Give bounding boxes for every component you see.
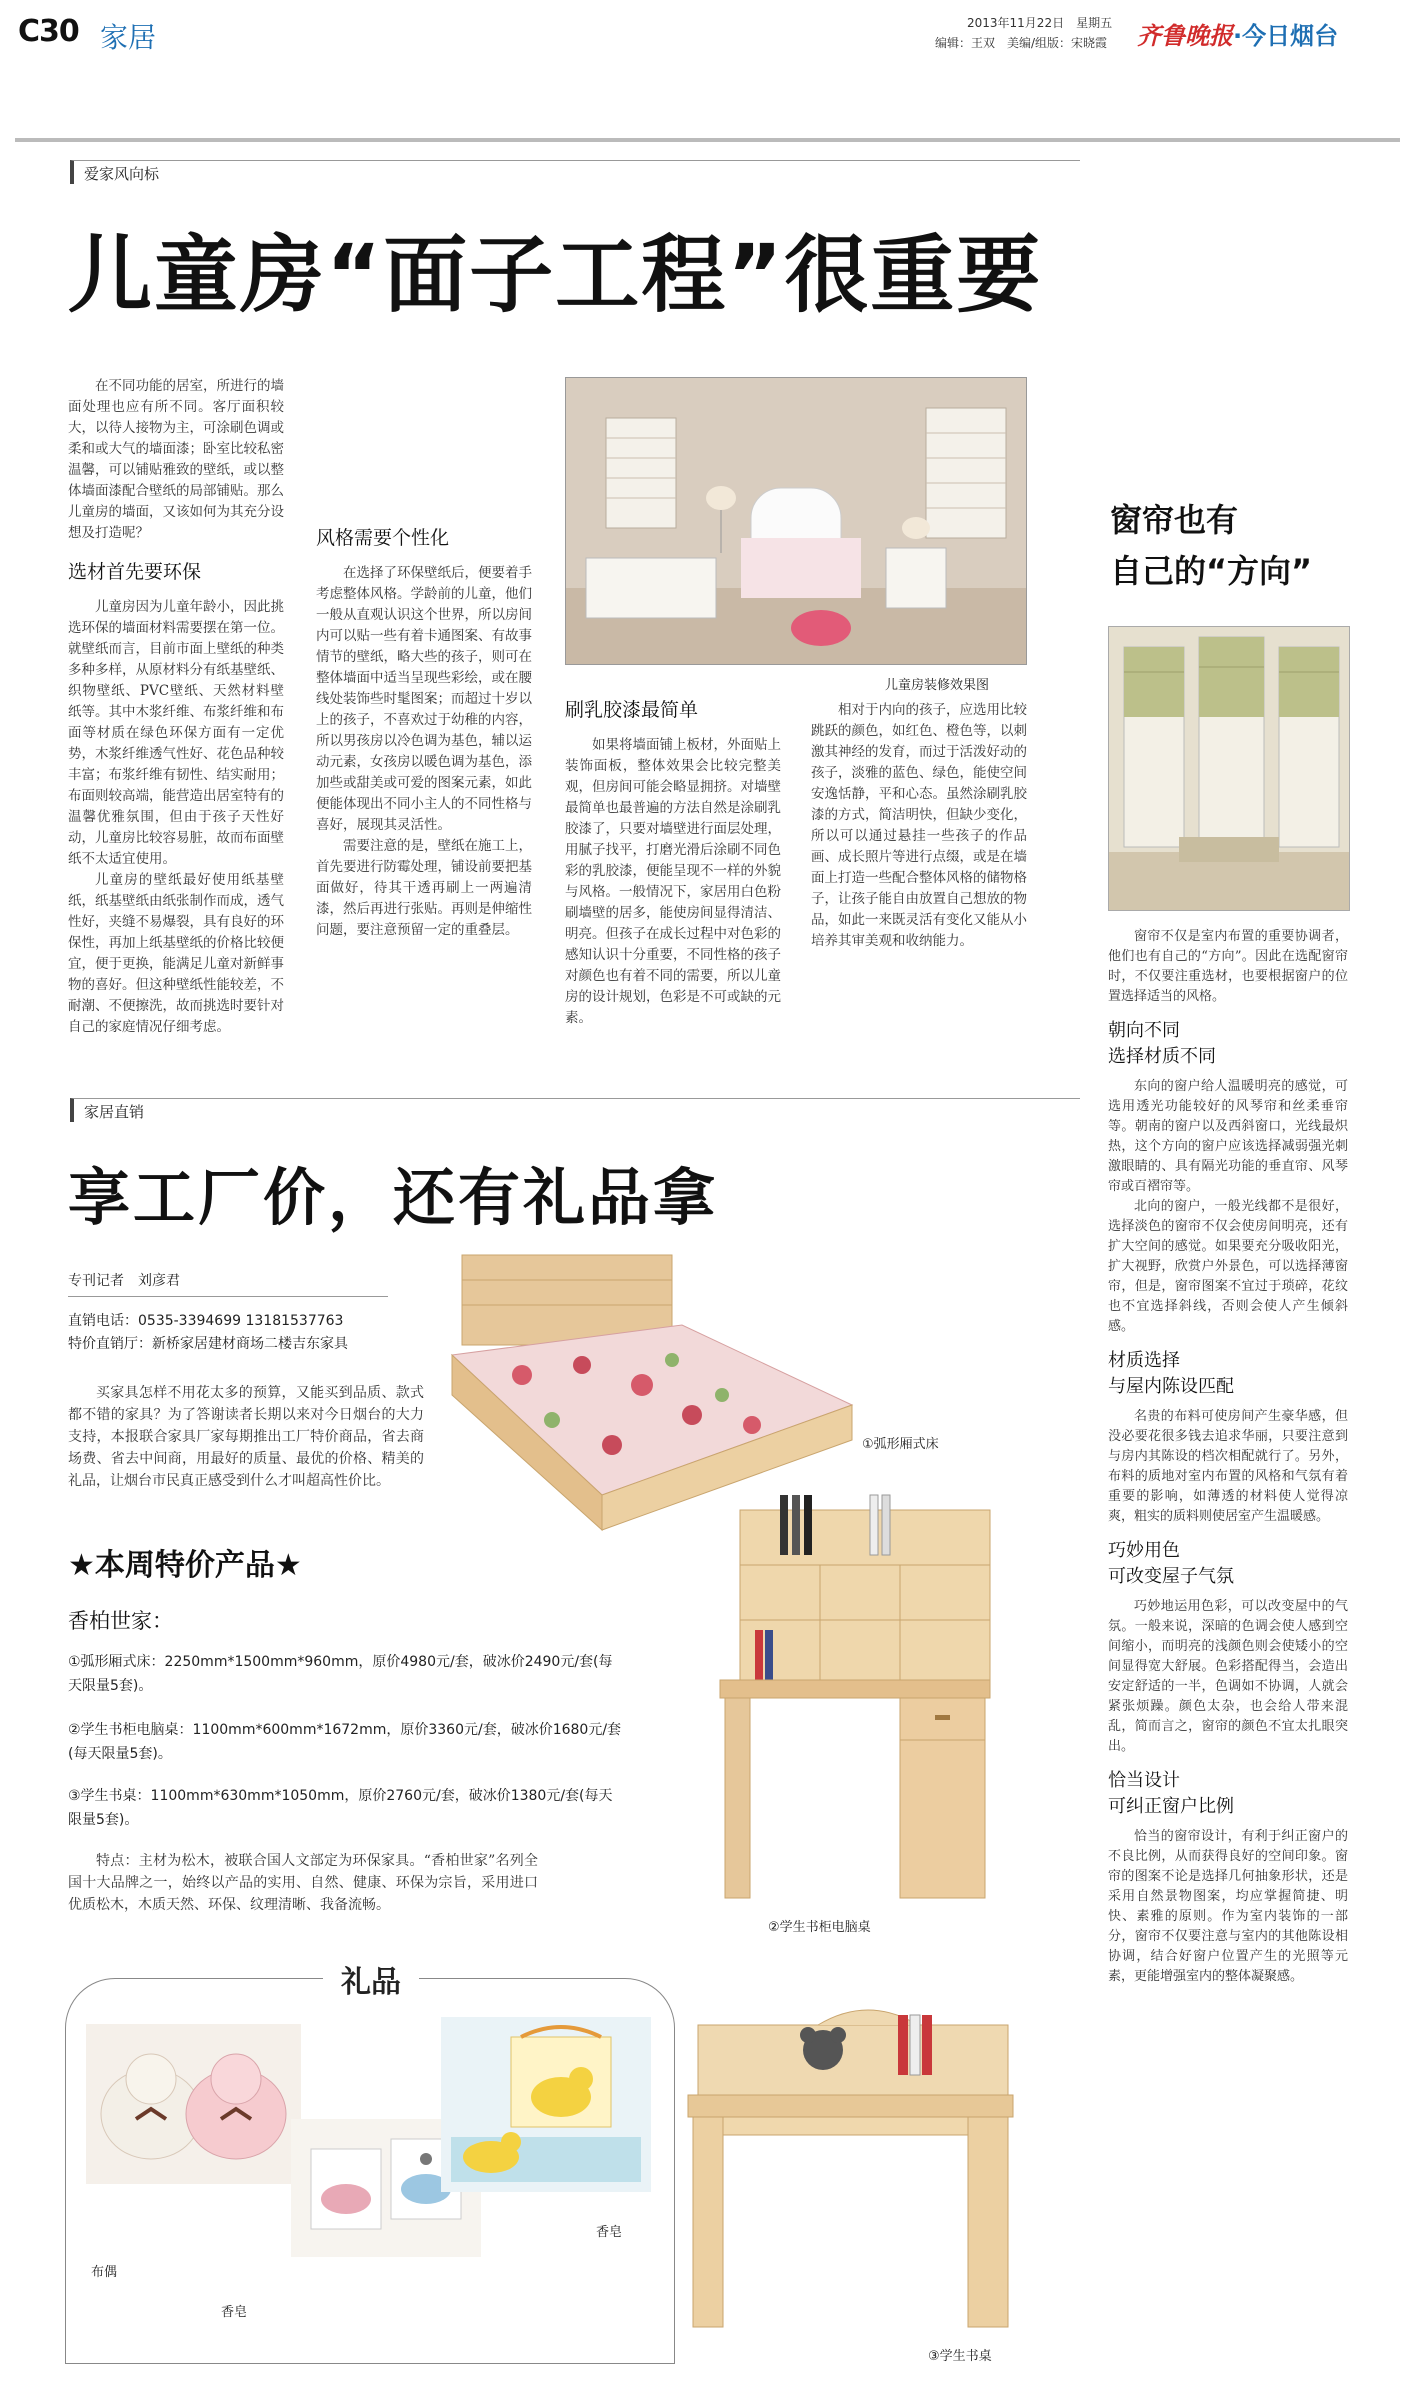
store-line: 特价直销厅：新桥家居建材商场二楼吉东家具 — [68, 1336, 348, 1352]
column-tag: 爱家风向标 — [70, 160, 1080, 184]
subheading-a: 朝向不同 — [1108, 1020, 1180, 1041]
kids-room-photo — [565, 377, 1027, 665]
subheading-b: 可改变屋子气氛 — [1108, 1566, 1234, 1587]
article-column-2 — [316, 376, 532, 941]
curtain-headline-2: 自己的“方向” — [1110, 552, 1313, 590]
doll-photo — [86, 2024, 301, 2184]
product-caption-1: ①弧形厢式床 — [862, 1437, 939, 1452]
article-column-4 — [811, 700, 1027, 952]
curtain-photo — [1108, 626, 1350, 911]
gift-label-soap-1: 香皂 — [221, 2305, 248, 2320]
section-name: 家居 — [100, 21, 157, 54]
student-desk-photo — [678, 1995, 1020, 2340]
body-paragraph: 儿童房因为儿童年龄小，因此挑选环保的墙面材料需要摆在第一位。就壁纸而言，目前市面上壁纸的种类多种多样，从原材料分有纸基壁纸、织物壁纸、PVC壁纸、天然材料壁纸等。其中木浆纤维、布浆纤维和布面等材质在绿色环保方面有一定优势，木浆纤维透气性好、花色品种较丰富；布浆纤维有韧性、结实耐用；布面则较高端，能营造出居室特有的温馨优雅氛围，但由于孩子天性好动，儿童房比较容易脏，故而布面壁纸不太适宜使用。 — [68, 599, 284, 867]
gift-title: 礼品 — [66, 1957, 676, 2001]
body-paragraph: 北向的窗户，一般光线都不是很好，选择淡色的窗帘不仅会使房间明亮，还有扩大空间的感觉。如果要充分吸收阳光，扩大视野，欣赏户外景色，可以选择薄窗帘，但是，窗帘图案不宜过于琐碎，花纹也不宜选择斜线，否则会使人产生倾斜感。 — [1108, 1199, 1348, 1334]
subheading-a: 巧妙用色 — [1108, 1540, 1180, 1561]
subheading-a: 恰当设计 — [1108, 1770, 1180, 1791]
page-number: C30 — [18, 14, 79, 49]
editors-line: 编辑：王双 美编/组版：宋晓霞 — [935, 36, 1108, 50]
date-line: 2013年11月22日 星期五 — [967, 16, 1113, 30]
masthead-logo — [1137, 16, 1338, 51]
article-column-1 — [68, 376, 284, 1038]
body-paragraph: 如果将墙面铺上板材，外面贴上装饰面板，整体效果会比较完整美观，但房间可能会略显拥挤。对墙壁最简单也最普遍的方法自然是涂刷乳胶漆了，只要对墙壁进行面层处理，用腻子找平，打磨光滑后涂刷不同色彩的乳胶漆，便能呈现不一样的外貌与风格。一般情况下，家居用白色粉刷墙壁的居多，能使房间显得清洁、明亮。但孩子在成长过程中对色彩的感知认识十分重要，不同性格的孩子对颜色也有着不同的需要，所以儿童房的设计规划，色彩是不可或缺的元素。 — [565, 737, 781, 1026]
intro-paragraph: 窗帘不仅是室内布置的重要协调者，他们也有自己的“方向”。因此在选配窗帘时，不仅要注重选材，也要根据窗户的位置选择适当的风格。 — [1108, 929, 1348, 1004]
curtain-article-body — [1108, 927, 1348, 1987]
gift-label-soap-2: 香皂 — [596, 2225, 623, 2240]
subheading: 风格需要个性化 — [316, 527, 450, 549]
product-caption-3: ③学生书桌 — [928, 2349, 992, 2364]
article-column-3 — [565, 700, 781, 1029]
gift-box — [65, 1965, 675, 2364]
subheading: 选材首先要环保 — [68, 561, 202, 583]
body-paragraph: 恰当的窗帘设计，有利于纠正窗户的不良比例，从而获得良好的空间印象。窗帘的图案不论是选择几何抽象形状，还是采用自然景物图案，均应掌握简捷、明快、素雅的原则。作为室内装饰的一部分，窗帘不仅要注意与室内的其他陈设相协调，结合好窗户位置产生的光照等元素，更能增强室内的整体凝聚感。 — [1108, 1829, 1348, 1984]
bookcase-desk-photo — [710, 1490, 1000, 1910]
photo-caption: 儿童房装修效果图 — [885, 678, 990, 693]
subheading-a: 材质选择 — [1108, 1350, 1180, 1371]
edition-name: ·今日烟台 — [1233, 22, 1339, 50]
subheading-b: 与屋内陈设匹配 — [1108, 1376, 1234, 1397]
body-paragraph: 在选择了环保壁纸后，便要着手考虑整体风格。学龄前的儿童，他们一般从直观认识这个世界，所以房间内可以贴一些有着卡通图案、有故事情节的壁纸，略大些的孩子，则可在整体墙面中适当呈现些彩绘，或在腰线处装饰些时髦图案；而超过十岁以上的孩子，不喜欢过于幼稚的内容，所以男孩房以冷色调为基色，辅以运动元素，女孩房以暖色调为基色，添加些或甜美或可爱的图案元素，如此便能体现出不同小主人的不同性格与喜好，展现其灵活性。 — [316, 565, 532, 833]
paper-name: 齐鲁晚报 — [1137, 21, 1233, 50]
special-title: ★本周特价产品★ — [68, 1548, 302, 1583]
body-paragraph: 相对于内向的孩子，应选用比较跳跃的颜色，如红色、橙色等，以刺激其神经的发育，而过于活泼好动的孩子，淡雅的蓝色、绿色，能使空间安逸恬静，平和心态。虽然涂刷乳胶漆的方式，简洁明快，但缺少变化，所以可以通过悬挂一些孩子的作品画、成长照片等进行点缀，或是在墙面上打造一些配合整体风格的储物格子，让孩子能自由放置自己想放的物品，如此一来既灵活有变化又能从小培养其审美观和收纳能力。 — [811, 702, 1027, 949]
gift-label-doll: 布偶 — [91, 2265, 118, 2280]
subheading-b: 可纠正窗户比例 — [1108, 1796, 1234, 1817]
promo-intro: 买家具怎样不用花太多的预算，又能买到品质、款式都不错的家具？为了答谢读者长期以来对今日烟台的大力支持，本报联合家具厂家每期推出工厂特价商品，省去商场费、省去中间商，用最好的质量、最优的价格、精美的礼品，让烟台市民真正感受到什么才叫超高性价比。 — [68, 1385, 424, 1489]
product-item-2: ②学生书柜电脑桌：1100mm*600mm*1672mm，原价3360元/套，破冰价1680元/套(每天限量5套)。 — [68, 1722, 622, 1762]
subheading: 刷乳胶漆最简单 — [565, 699, 699, 721]
product-item-1: ①弧形厢式床：2250mm*1500mm*960mm，原价4980元/套，破冰价2490元/套(每天限量5套)。 — [68, 1654, 613, 1694]
product-features: 特点：主材为松木，被联合国人文部定为环保家具。“香柏世家”名列全国十大品牌之一，始终以产品的实用、自然、健康、环保为宗旨，采用进口优质松木，木质天然、环保、纹理清晰、我备流畅。 — [68, 1853, 538, 1913]
column-tag: 家居直销 — [70, 1098, 1080, 1122]
body-paragraph: 巧妙地运用色彩，可以改变屋中的气氛。一般来说，深暗的色调会使人感到空间缩小，而明亮的浅颜色则会使矮小的空间显得宽大舒展。色彩搭配得当，会造出安定舒适的一半，色调如不协调，人就会紧张烦躁。颜色太杂，也会给人带来混乱，简而言之，窗帘的颜色不宜太扎眼突出。 — [1108, 1599, 1348, 1754]
soap-photo-2 — [441, 2017, 651, 2192]
phone-line: 直销电话：0535-3394699 13181537763 — [68, 1313, 344, 1329]
body-paragraph: 儿童房的壁纸最好使用纸基壁纸，纸基壁纸由纸张制作而成，透气性好，夹缝不易爆裂，具有良好的环保性，再加上纸基壁纸的价格比较便宜，便于更换，能满足儿童对新鲜事物的喜好。但这种壁纸性能较差，不耐潮、不便擦洗，故而挑选时要针对自己的家庭情况仔细考虑。 — [68, 872, 284, 1035]
body-paragraph: 需要注意的是，壁纸在施工上，首先要进行防霉处理，铺设前要把基面做好，待其干透再刷上一两遍清漆，然后再进行张贴。再则是伸缩性问题，要注意预留一定的重叠层。 — [316, 838, 532, 938]
byline: 专刊记者 刘彦君 — [68, 1270, 388, 1297]
product-caption-2: ②学生书柜电脑桌 — [768, 1920, 871, 1935]
intro-paragraph: 在不同功能的居室，所进行的墙面处理也应有所不同。客厅面积较大，以待人接物为主，可涂刷色调或柔和或大气的墙面漆；卧室比较私密温馨，可以铺贴雅致的壁纸，或以整体墙面漆配合壁纸的局部铺贴。那么儿童房的墙面，又该如何为其充分设想及打造呢？ — [68, 378, 284, 541]
body-paragraph: 名贵的布料可使房间产生豪华感，但没必要花很多钱去追求华丽，只要注意到与房内其陈设的档次相配就行了。另外，布料的质地对室内布置的风格和气氛有着重要的影响，如薄透的材料使人觉得凉爽，粗实的质料则使居室产生温暖感。 — [1108, 1409, 1348, 1524]
curtain-headline-1: 窗帘也有 — [1110, 501, 1239, 539]
headline: 享工厂价，还有礼品拿 — [68, 1161, 719, 1234]
body-paragraph: 东向的窗户给人温暖明亮的感觉，可选用透光功能较好的风琴帘和丝柔垂帘等。朝南的窗户以及西斜窗口，光线最炽热，这个方向的窗户应该选择减弱强光刺激眼睛的、具有隔光功能的垂直帘、风琴帘或百褶帘等。 — [1108, 1079, 1348, 1194]
product-item-3: ③学生书桌：1100mm*630mm*1050mm，原价2760元/套，破冰价1380元/套(每天限量5套)。 — [68, 1788, 613, 1828]
subheading-b: 选择材质不同 — [1108, 1046, 1216, 1067]
headline: 儿童房“面子工程”很重要 — [68, 226, 1043, 324]
header-rule — [15, 138, 1400, 142]
brand-name: 香柏世家： — [68, 1609, 173, 1633]
